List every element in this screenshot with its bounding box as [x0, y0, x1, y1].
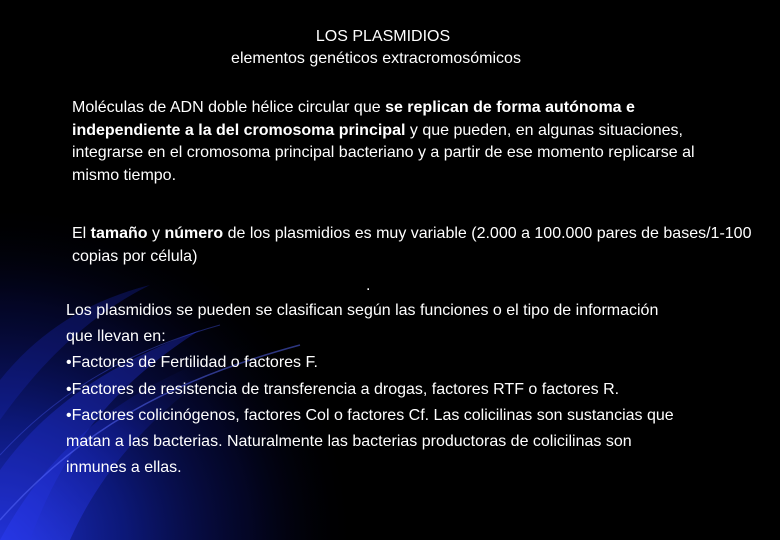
size-bold-tamano: tamaño: [90, 225, 148, 242]
definition-text: Moléculas de ADN doble hélice circular que: [72, 99, 386, 116]
size-text-and: y: [147, 225, 165, 242]
size-text-rest: de los plasmidios es muy variable (2.000 a 100.000 pares de bases/1-100 copias por célula): [72, 225, 752, 265]
definition-text-continued: y que pueden, en algunas situaciones, integrarse en el cromosoma principal bacteriano y a partir de ese momento replicarse al mismo tiempo.: [72, 121, 695, 184]
list-item-fertility: •Factores de Fertilidad o factores F.: [66, 354, 318, 372]
list-item-colicinogenic: •Factores colicinógenos, factores Col o factores Cf. Las colicilinas son sustancias que matan a las bacterias. Naturalmente las bacterias productoras de colicilinas son inmunes a ellas.: [66, 406, 674, 477]
classification-paragraph: [66, 298, 686, 481]
definition-paragraph: [72, 97, 732, 187]
list-item-resistance: •Factores de resistencia de transferencia a drogas, factores RTF o factores R.: [66, 380, 620, 398]
classification-intro: Los plasmidios se pueden se clasifican según las funciones o el tipo de información que llevan en:: [66, 302, 659, 346]
definition-bold: se replican de forma autónoma e independiente a la del cromosoma principal: [72, 99, 635, 139]
size-bold-numero: número: [164, 225, 224, 242]
separator-dot: .: [366, 277, 371, 294]
slide-title: LOS PLASMIDIOS: [315, 28, 451, 45]
size-paragraph: [72, 223, 752, 268]
slide-subtitle: elementos genéticos extracromosómicos: [231, 50, 521, 67]
size-text: El: [72, 225, 91, 242]
